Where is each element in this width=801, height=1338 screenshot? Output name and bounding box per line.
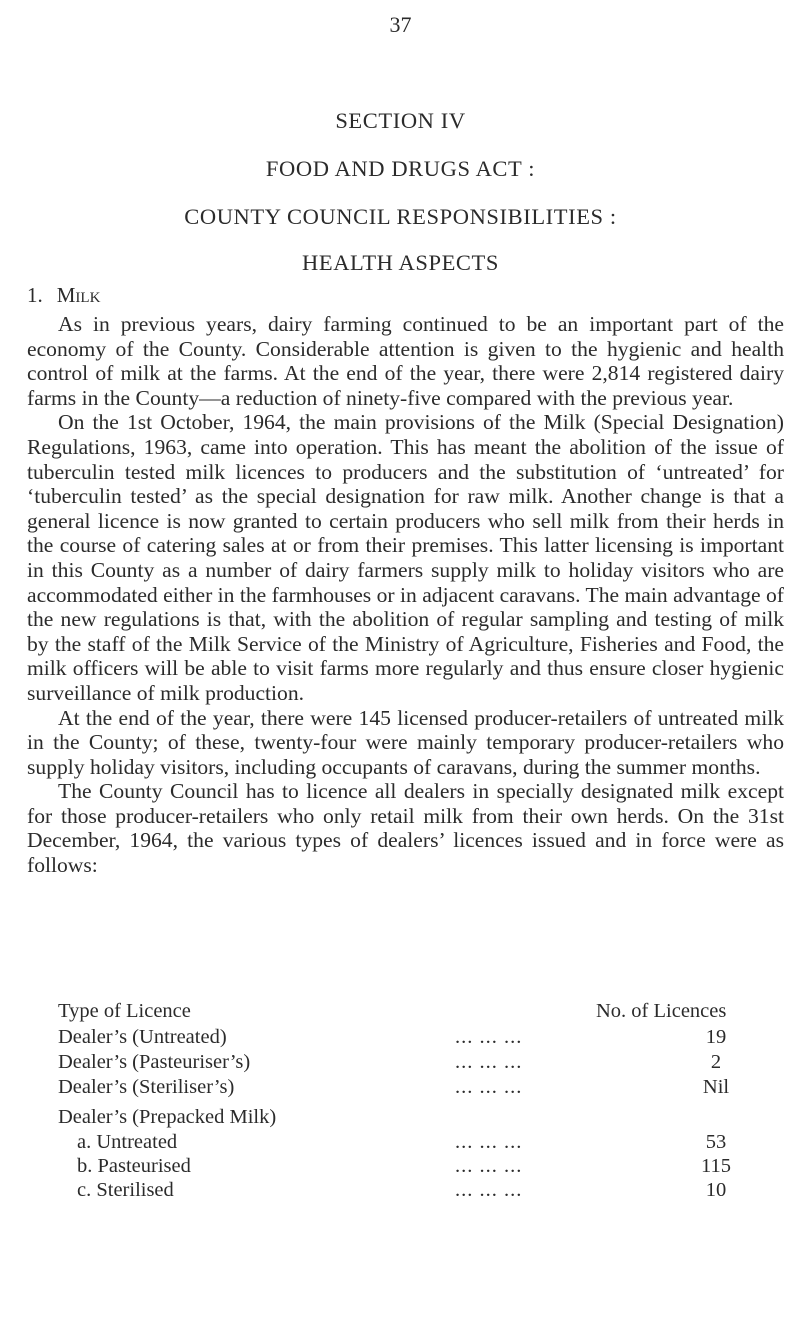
table-row [27,1076,784,1100]
aspects-heading: HEALTH ASPECTS [302,250,499,275]
table-row [27,1131,784,1155]
section-heading: SECTION IV [335,108,466,133]
council-heading: COUNTY COUNCIL RESPONSIBILITIES : [184,204,617,229]
licence-subtype: c. Sterilised [77,1179,174,1201]
leader-dots: ... ... ... [455,1051,523,1073]
subsection-number: 1. [27,283,43,307]
table-row [27,1179,784,1203]
licence-type: Dealer’s (Untreated) [58,1026,227,1048]
subsection-title: Milk [56,283,101,307]
licence-type: Dealer’s (Pasteuriser’s) [58,1051,251,1073]
group-label: Dealer’s (Prepacked Milk) [58,1106,277,1128]
paragraph: As in previous years, dairy farming continued to be an important part of the economy of the County. Considerable attention is given to the hygienic and health control of milk at the farms. At the end of the year, there were 2,814 registered dairy farms in the County—a reduction of ninety-five compared with the previous year. [27,312,784,410]
leader-dots: ... ... ... [455,1131,523,1153]
licence-count: 115 [701,1155,731,1177]
table-group-label [27,1106,784,1130]
leader-dots: ... ... ... [455,1155,523,1177]
header-count: No. of Licences [596,1000,727,1022]
table-header [27,1000,784,1024]
licence-count: 19 [705,1026,727,1048]
leader-dots: ... ... ... [455,1026,523,1048]
table-row [27,1026,784,1050]
licence-count: 53 [705,1131,727,1153]
licence-type: Dealer’s (Steriliser’s) [58,1076,235,1098]
paragraph: At the end of the year, there were 145 licensed producer-retailers of untreated milk in the County; of these, twenty-four were mainly temporary producer-retailers who supply holiday visitors, including occupants of caravans, during the summer months. [27,705,784,779]
subsection-heading [27,283,100,308]
table-row [27,1155,784,1179]
licence-subtype: b. Pasteurised [77,1155,191,1177]
paragraph: On the 1st October, 1964, the main provisions of the Milk (Special Designation) Regulations, 1963, came into operation. This has meant the abolition of the issue of tuberculin tested milk licences to producers and the substitution of ‘untreated’ for ‘tuberculin tested’ as the special designation for raw milk. Another change is that a general licence is now granted to certain producers who sell milk from their herds in the course of catering sales at or from their premises. This latter licensing is important in this County as a number of dairy farmers supply milk to holiday visitors who are accommodated either in the farmhouses or in adjacent caravans. The main advantage of the new regulations is that, with the abolition of regular sampling and testing of milk by the staff of the Milk Service of the Ministry of Agriculture, Fisheries and Food, the milk officers will be able to visit farms more regularly and thus ensure closer hygienic surveillance of milk production. [27,410,784,705]
header-type: Type of Licence [58,1000,191,1022]
licence-count: 2 [710,1051,722,1073]
licence-count: Nil [702,1076,730,1098]
page-number: 37 [389,12,412,37]
paragraph: The County Council has to licence all dealers in specially designated milk except for those producer-retailers who only retail milk from their own herds. On the 31st December, 1964, the various types of dealers’ licences issued and in force were as follows: [27,779,784,878]
leader-dots: ... ... ... [455,1179,523,1201]
licence-subtype: a. Untreated [77,1131,178,1153]
act-heading: FOOD AND DRUGS ACT : [265,156,536,181]
table-row [27,1051,784,1075]
licence-count: 10 [705,1179,727,1201]
leader-dots: ... ... ... [455,1076,523,1098]
body-text [27,312,784,878]
